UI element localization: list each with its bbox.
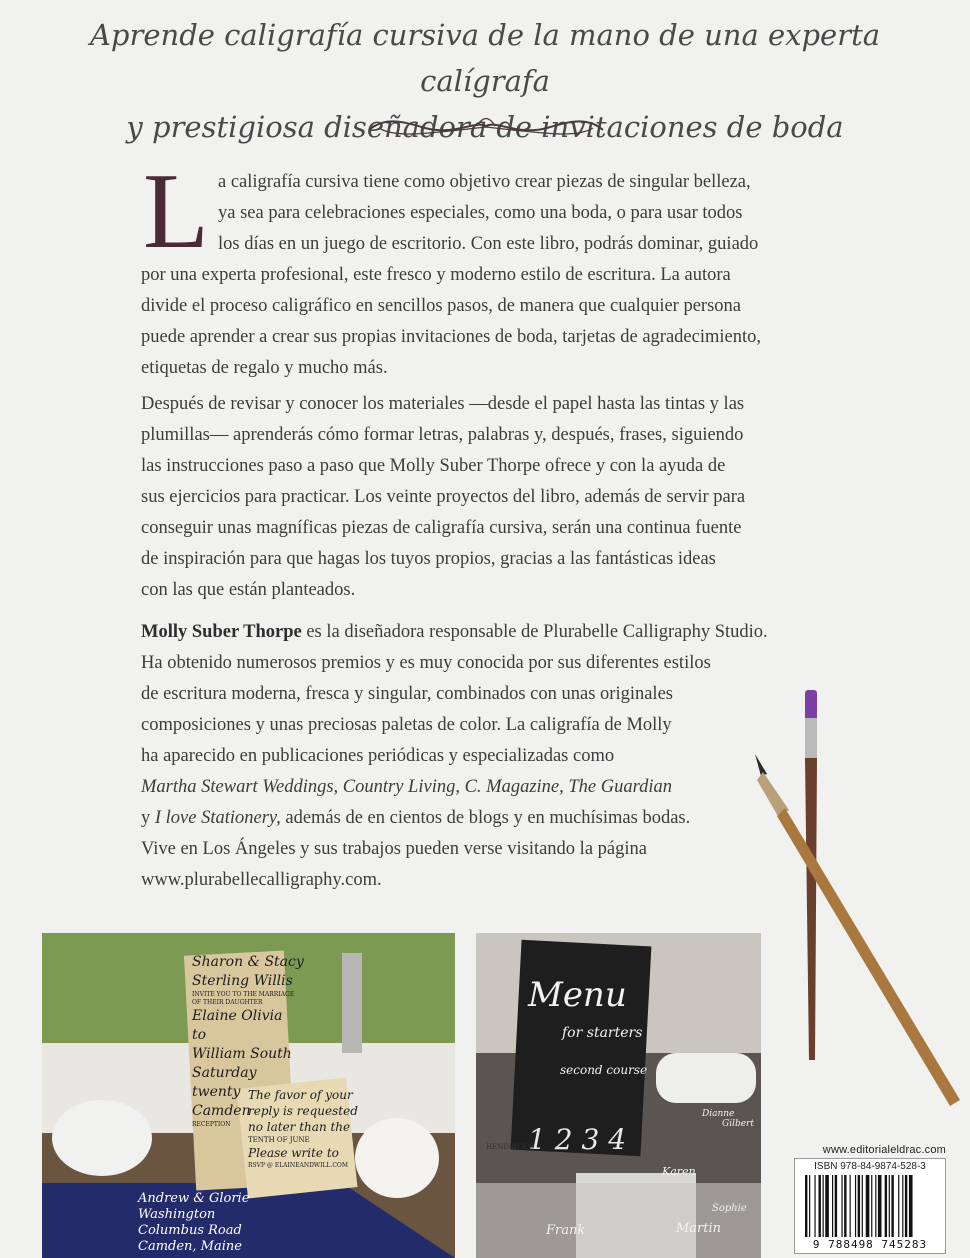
tagline-line-1: Aprende caligrafía cursiva de la mano de una experta calígrafa [89, 18, 881, 98]
materials-line-3: las instrucciones paso a paso que Molly Suber Thorpe ofrece y con la ayuda de [141, 456, 726, 476]
barcode-bar [835, 1175, 837, 1237]
reply-card-line: reply is requested [248, 1104, 358, 1118]
barcode-bar [885, 1175, 887, 1237]
barcode-bar [850, 1175, 851, 1237]
intro-line-3: los días en un juego de escritorio. Con este libro, podrás dominar, guiado [218, 234, 759, 254]
barcode-bar [871, 1175, 872, 1237]
barcode-bar [832, 1175, 833, 1237]
menu-course: second course [560, 1063, 648, 1077]
materials-paragraph [141, 389, 841, 606]
card-line: twenty [192, 1084, 241, 1100]
bottle-label: HENDRICK'S [486, 1143, 535, 1151]
table-number: 3 [581, 1123, 600, 1156]
place-card-dianne: Dianne [702, 1109, 735, 1119]
barcode-bar [855, 1175, 856, 1237]
barcode-bar [825, 1175, 829, 1237]
card-line: to [192, 1027, 207, 1043]
barcode-box [794, 1158, 946, 1254]
materials-line-6: de inspiración para que hagas los tuyos propios, gracias a las fantásticas ideas [141, 549, 716, 569]
envelope-line: Camden, Maine [138, 1239, 242, 1254]
card-line: Sharon & Stacy [192, 954, 304, 970]
place-card-sophie: Sophie [712, 1203, 747, 1214]
barcode-bar [891, 1175, 893, 1237]
envelope-line: Andrew & Glorie [138, 1191, 250, 1206]
publisher-website: www.editorialeldrac.com [822, 1144, 946, 1156]
author-line-3: de escritura moderna, fresca y singular, combinados con unas originales [141, 684, 673, 704]
author-line-5: ha aparecido en publicaciones periódicas y especializadas como [141, 746, 615, 766]
menu-title: Menu [528, 975, 627, 1015]
author-line-7 [141, 803, 841, 834]
table-numbers [528, 1123, 626, 1156]
brush-handle [805, 758, 817, 1060]
card-line: Camden [192, 1103, 251, 1119]
materials-line-7: con las que están planteados. [141, 580, 356, 600]
barcode-bar [858, 1175, 860, 1237]
author-line-6 [141, 772, 841, 803]
dropcap-letter: L [143, 152, 209, 271]
reply-card-line: RSVP @ ELAINEANDWILL.COM [248, 1162, 348, 1169]
card-line: William South [192, 1046, 292, 1062]
barcode-bar [805, 1175, 807, 1237]
barcode-bar [823, 1175, 824, 1237]
author-line-1 [141, 617, 841, 648]
reply-card-line: TENTH OF JUNE [248, 1136, 310, 1144]
envelope-address [138, 1191, 249, 1255]
table-number: 1 [528, 1123, 546, 1156]
table-number: 4 [608, 1123, 627, 1156]
author-paragraph [141, 617, 841, 896]
barcode-bars-icon [805, 1175, 937, 1237]
table-number: 2 [554, 1123, 573, 1156]
card-line: Saturday [192, 1065, 257, 1081]
place-card-gilbert: Gilbert [722, 1119, 754, 1129]
envelope-line: Washington [138, 1207, 216, 1222]
brush-tip [805, 690, 817, 720]
intro-line-4: por una experta profesional, este fresco y moderno estilo de escritura. La autora [141, 265, 731, 285]
author-line-7-prefix: y [141, 808, 155, 828]
barcode-bar [878, 1175, 882, 1237]
tagline-line-2: y prestigiosa diseñadora de invitaciones de boda [126, 110, 844, 144]
place-card-martin: Martin [676, 1221, 722, 1236]
place-card-karen: Karen [662, 1165, 696, 1178]
intro-line-2: ya sea para celebraciones especiales, como una boda, o para usar todos [218, 203, 743, 223]
reply-card [248, 1087, 358, 1170]
intro-line-5: divide el proceso caligráfico en sencillos pasos, de manera que cualquier persona [141, 296, 741, 316]
barcode-bar [819, 1175, 821, 1237]
intro-line-6: puede aprender a crear sus propias invitaciones de boda, tarjetas de agradecimiento, [141, 327, 761, 347]
materials-line-5: conseguir unas magníficas piezas de caligrafía cursiva, serán una continua fuente [141, 518, 742, 538]
author-line-8: Vive en Los Ángeles y sus trabajos pueden verse visitando la página [141, 839, 647, 859]
barcode-bar [905, 1175, 907, 1237]
envelope-line: Columbus Road [138, 1223, 242, 1238]
barcode-bar [889, 1175, 890, 1237]
flourish-ornament-icon [365, 112, 607, 142]
materials-line-4: sus ejercicios para practicar. Los veinte proyectos del libro, además de servir para [141, 487, 746, 507]
barcode-bar [902, 1175, 903, 1237]
menu-subtitle: for starters [562, 1025, 643, 1041]
photo-wedding-menu [476, 933, 761, 1258]
author-name: Molly Suber Thorpe [141, 622, 302, 642]
calligraphy-pens-illustration [745, 690, 970, 1110]
author-line-4: composiciones y unas preciosas paletas de color. La caligrafía de Molly [141, 715, 672, 735]
card-line: RECEPTION [192, 1121, 231, 1128]
barcode-bar [844, 1175, 846, 1237]
barcode-bar [862, 1175, 863, 1237]
pen-nib [755, 754, 767, 776]
card-line: Elaine Olivia [192, 1008, 283, 1024]
barcode-bar [841, 1175, 842, 1237]
barcode-bar [809, 1175, 810, 1237]
author-line-1-rest: es la diseñadora responsable de Plurabelle Calligraphy Studio. [301, 622, 768, 642]
author-website: www.plurabellecalligraphy.com. [141, 870, 382, 890]
materials-line-1: Después de revisar y conocer los materiales —desde el papel hasta las tintas y las [141, 394, 745, 414]
card-line: Sterling Willis [192, 973, 293, 989]
barcode-bar [898, 1175, 899, 1237]
publication-stationery: I love Stationery, [154, 808, 281, 828]
barcode-bar [866, 1175, 870, 1237]
brush-ferrule [805, 718, 817, 758]
reply-card-line: Please write to [248, 1146, 339, 1160]
card-line: OF THEIR DAUGHTER [192, 999, 263, 1006]
card-line: INVITE YOU TO THE MARRIAGE [192, 991, 295, 998]
barcode-bar [909, 1175, 913, 1237]
pen-holder-shaft [777, 808, 960, 1106]
ean-number: 9 788498 745283 [812, 1238, 928, 1251]
reply-card-line: The favor of your [248, 1088, 353, 1102]
materials-line-2: plumillas— aprenderás cómo formar letras, palabras y, después, frases, siguiendo [141, 425, 744, 445]
barcode-bar [875, 1175, 876, 1237]
place-card-frank: Frank [546, 1223, 586, 1238]
author-line-2: Ha obtenido numerosos premios y es muy conocida por sus diferentes estilos [141, 653, 711, 673]
photo-wedding-stationery [42, 933, 455, 1258]
barcode-bar [814, 1175, 815, 1237]
reply-card-line: no later than the [248, 1120, 351, 1134]
intro-line-7: etiquetas de regalo y mucho más. [141, 358, 388, 378]
intro-line-1: a caligrafía cursiva tiene como objetivo crear piezas de singular belleza, [218, 172, 751, 192]
publications-list: Martha Stewart Weddings, Country Living, C. Magazine, The Guardian [141, 777, 673, 797]
isbn-label: ISBN 978-84-9874-528-3 [814, 1161, 926, 1172]
author-line-7-rest: además de en cientos de blogs y en muchísimas bodas. [280, 808, 691, 828]
intro-paragraph [141, 167, 841, 384]
